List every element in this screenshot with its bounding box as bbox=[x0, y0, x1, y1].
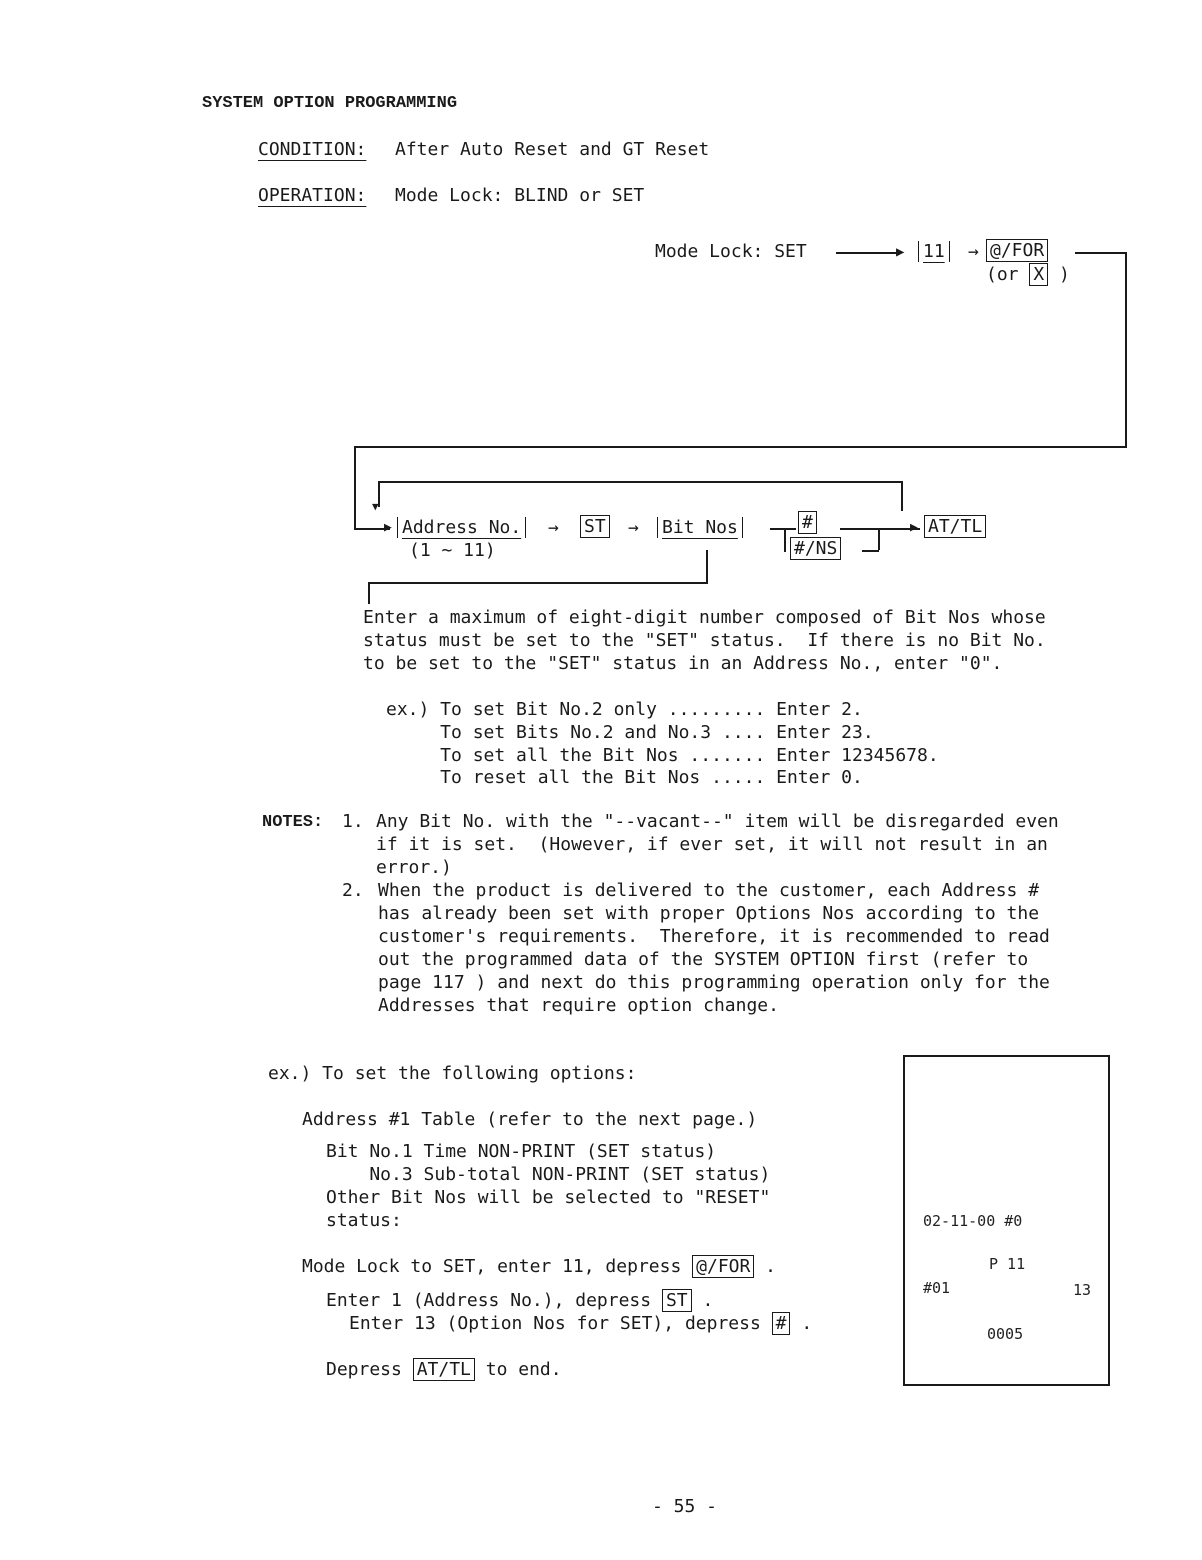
note-number: 2. bbox=[342, 880, 364, 901]
note-line: if it is set. (However, if ever set, it will not result in an bbox=[376, 834, 1048, 855]
example2-address: Address #1 Table (refer to the next page.) bbox=[302, 1109, 758, 1130]
note-line: Any Bit No. with the "--vacant--" item will be disregarded even bbox=[376, 811, 1059, 832]
hash-ns-key-text: #/NS bbox=[790, 537, 841, 560]
receipt-mode: P 11 bbox=[989, 1255, 1026, 1273]
receipt-value: 13 bbox=[1073, 1281, 1092, 1299]
example2-intro: ex.) To set the following options: bbox=[268, 1063, 637, 1084]
flow-line-a bbox=[1075, 252, 1126, 254]
branch-line-v bbox=[784, 528, 786, 552]
example2-bit1: Bit No.1 Time NON-PRINT (SET status) bbox=[326, 1141, 717, 1162]
receipt-box bbox=[903, 1055, 1110, 1386]
attl-key bbox=[924, 516, 986, 538]
condition-value: After Auto Reset and GT Reset bbox=[395, 139, 710, 160]
example2-step2 bbox=[326, 1290, 713, 1312]
address-key bbox=[397, 517, 526, 539]
step1-key: @/FOR bbox=[692, 1255, 754, 1278]
x-key-text: X bbox=[1029, 263, 1048, 286]
step4-post: to end. bbox=[474, 1359, 562, 1380]
step3-text: Enter 13 (Option Nos for SET), depress bbox=[349, 1313, 772, 1334]
step-period: . bbox=[765, 1256, 777, 1277]
arrow-right-icon: → bbox=[548, 517, 559, 538]
note-line: Addresses that require option change. bbox=[378, 995, 779, 1016]
example-line: To reset all the Bit Nos ..... Enter 0. bbox=[386, 767, 863, 788]
attl-key-text: AT/TL bbox=[924, 515, 986, 538]
description-line: Enter a maximum of eight-digit number composed of Bit Nos whose bbox=[363, 607, 1046, 628]
flow-code-key bbox=[918, 241, 950, 263]
example-line: To set all the Bit Nos ....... Enter 12345678. bbox=[386, 745, 939, 766]
receipt-address: #01 bbox=[923, 1279, 951, 1297]
note-number: 1. bbox=[342, 811, 364, 832]
flow-arrow-1 bbox=[836, 252, 898, 254]
notes-label: NOTES: bbox=[262, 813, 324, 832]
or-prefix: (or bbox=[986, 264, 1019, 285]
hash-key bbox=[798, 512, 817, 534]
code-key-text: 11 bbox=[918, 241, 950, 262]
arrow-right-icon: → bbox=[968, 241, 979, 262]
hash-key-text: # bbox=[798, 511, 817, 534]
arrow-right-icon: → bbox=[628, 517, 639, 538]
arrow-down-icon: ▼ bbox=[372, 500, 379, 513]
example2-bit3: No.3 Sub-total NON-PRINT (SET status) bbox=[326, 1164, 771, 1185]
arrow-head-icon: ▶ bbox=[384, 520, 392, 535]
example-line: To set Bits No.2 and No.3 .... Enter 23. bbox=[386, 722, 874, 743]
flow-line-c bbox=[354, 446, 1127, 448]
page-number: - 55 - bbox=[652, 1496, 718, 1517]
flow-mode-lock: Mode Lock: SET bbox=[655, 241, 807, 262]
example2-other: Other Bit Nos will be selected to "RESET" bbox=[326, 1187, 771, 1208]
loop-line-right bbox=[901, 481, 903, 511]
receipt-count: 0005 bbox=[987, 1325, 1024, 1343]
note-line: out the programmed data of the SYSTEM OPTION first (refer to bbox=[378, 949, 1029, 970]
example2-step4 bbox=[326, 1359, 562, 1381]
operation-label: OPERATION: bbox=[258, 185, 367, 206]
for-key-text: @/FOR bbox=[986, 239, 1048, 262]
st-key bbox=[580, 516, 610, 538]
step3-key: # bbox=[772, 1312, 791, 1335]
receipt-date: 02-11-00 #0 bbox=[923, 1212, 1023, 1230]
step4-pre: Depress bbox=[326, 1359, 413, 1380]
arrow-head-icon: ▶ bbox=[896, 244, 905, 260]
note-line: customer's requirements. Therefore, it is recommended to read bbox=[378, 926, 1050, 947]
loop-line-top bbox=[378, 481, 902, 483]
step1-text: Mode Lock to SET, enter 11, depress bbox=[302, 1256, 693, 1277]
description-line: to be set to the "SET" status in an Address No., enter "0". bbox=[363, 653, 1003, 674]
for-key bbox=[986, 240, 1048, 262]
merge-line-v bbox=[878, 528, 880, 550]
example2-step1 bbox=[302, 1256, 776, 1278]
operation-value: Mode Lock: BLIND or SET bbox=[395, 185, 645, 206]
or-suffix: ) bbox=[1059, 264, 1070, 285]
page-title: SYSTEM OPTION PROGRAMMING bbox=[202, 94, 458, 113]
example2-step3 bbox=[349, 1313, 812, 1335]
merge-line bbox=[840, 528, 920, 530]
bitnos-line-down bbox=[706, 550, 708, 582]
example2-other: status: bbox=[326, 1210, 402, 1231]
step4-key: AT/TL bbox=[413, 1358, 475, 1381]
address-key-text: Address No. bbox=[397, 517, 526, 538]
bit-nos-key-text: Bit Nos bbox=[657, 517, 743, 538]
note-line: page 117 ) and next do this programming operation only for the bbox=[378, 972, 1050, 993]
note-line: When the product is delivered to the customer, each Address # bbox=[378, 880, 1040, 901]
bit-nos-key bbox=[657, 517, 743, 539]
note-line: error.) bbox=[376, 857, 452, 878]
condition-label: CONDITION: bbox=[258, 139, 367, 160]
note-line: has already been set with proper Options Nos according to the bbox=[378, 903, 1040, 924]
step2-text: Enter 1 (Address No.), depress bbox=[326, 1290, 662, 1311]
flow-line-b bbox=[1125, 252, 1127, 447]
branch-line bbox=[770, 528, 796, 530]
arrow-head-icon: ▶ bbox=[910, 520, 918, 535]
example-line: ex.) To set Bit No.2 only ......... Enter 2. bbox=[386, 699, 863, 720]
step-period: . bbox=[801, 1313, 813, 1334]
flow-line-d bbox=[354, 446, 356, 529]
address-range: (1 ~ 11) bbox=[409, 540, 496, 561]
description-line: status must be set to the "SET" status. If there is no Bit No. bbox=[363, 630, 1046, 651]
step2-key: ST bbox=[662, 1289, 692, 1312]
bitnos-line-across bbox=[368, 582, 708, 584]
hash-ns-key bbox=[790, 538, 841, 560]
st-key-text: ST bbox=[580, 515, 610, 538]
bitnos-line-end bbox=[368, 582, 370, 604]
or-x-key bbox=[986, 264, 1070, 286]
step-period: . bbox=[702, 1290, 714, 1311]
merge-line-b bbox=[862, 550, 879, 552]
